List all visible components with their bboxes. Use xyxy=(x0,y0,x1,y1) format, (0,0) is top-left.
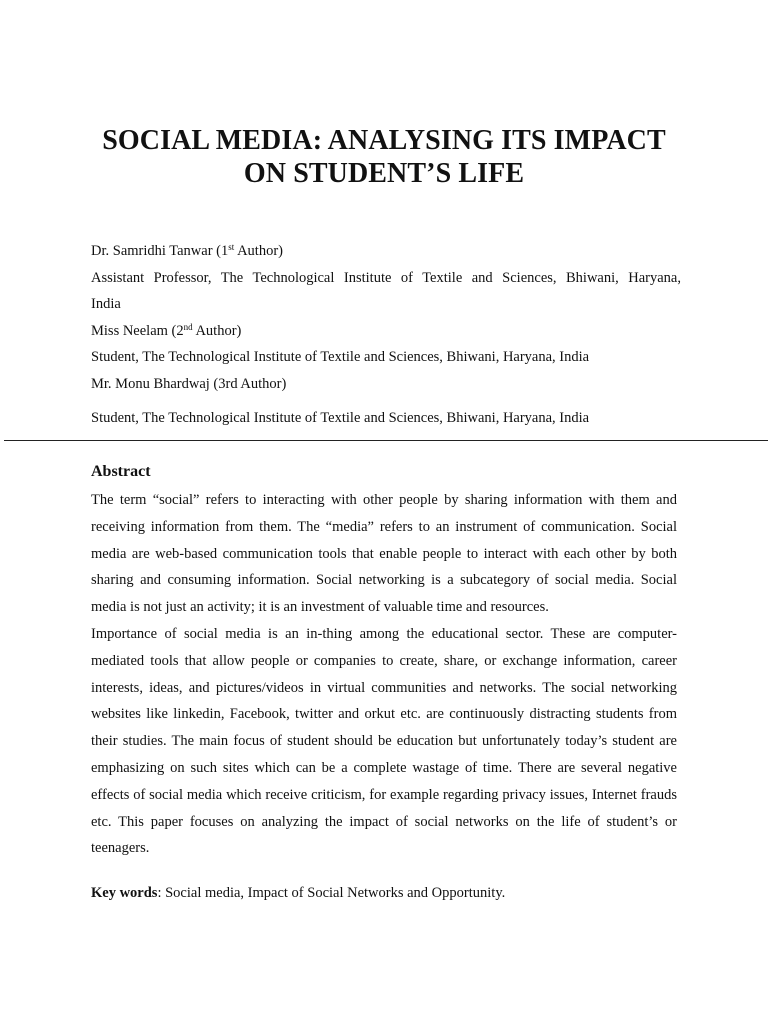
paper-title-line-2: ON STUDENT’S LIFE xyxy=(243,158,525,189)
author-1-name xyxy=(91,238,681,265)
paper-title xyxy=(0,124,768,190)
keywords-label: Key words xyxy=(91,885,158,901)
section-divider xyxy=(4,440,768,441)
paper-title-line-1: SOCIAL MEDIA: ANALYSING ITS IMPACT xyxy=(102,125,666,156)
author-1-affiliation-line-1: Assistant Professor, The Technological Institute of Textile and Sciences, Bhiwani, Haryana, xyxy=(91,269,681,286)
author-2-affiliation: Student, The Technological Institute of Textile and Sciences, Bhiwani, Haryana, India xyxy=(91,349,590,365)
author-3-affiliation: Student, The Technological Institute of Textile and Sciences, Bhiwani, Haryana, India xyxy=(91,410,590,426)
author-2-role: Author) xyxy=(192,322,242,339)
author-3-name: Mr. Monu Bhardwaj (3rd Author) xyxy=(91,375,287,392)
abstract-heading: Abstract xyxy=(91,463,151,480)
author-1-affiliation-line-2: India xyxy=(91,296,121,312)
keywords xyxy=(91,880,677,906)
keywords-text: : Social media, Impact of Social Networks and Opportunity. xyxy=(157,885,506,901)
author-1-ordinal: st xyxy=(228,242,235,252)
author-2-name-text: Miss Neelam (2 xyxy=(91,322,184,339)
abstract-paragraph-1: The term “social” refers to interacting with other people by sharing information with them and receiving information from them. The “media” refers to an instrument of communication. Social media are web-based communication tools that enable people to interact with each other by both sharing and consuming information. Social networking is a subcategory of social media. Social media is not just an activity; it is an investment of valuable time and resources. xyxy=(91,492,677,616)
author-1-role: Author) xyxy=(234,243,283,259)
author-block xyxy=(91,238,681,432)
abstract-paragraph-2: Importance of social media is an in-thing among the educational sector. These are computer-mediated tools that allow people or companies to create, share, or exchange information, career interests, ideas, and pictures/videos in virtual communities and networks. The social networking websites like linkedin, Facebook, twitter and orkut etc. are continuously distracting students from their studies. The main focus of student should be education but unfortunately today’s student are emphasizing on such sites which can be a complete wastage of time. There are several negative effects of social media which receive criticism, for example regarding privacy issues, Internet frauds etc. This paper focuses on analyzing the impact of social networks on the life of student’s or teenagers. xyxy=(91,625,677,857)
author-2-ordinal: nd xyxy=(183,321,193,332)
abstract-body xyxy=(91,487,677,862)
author-1-name-text: Dr. Samridhi Tanwar (1 xyxy=(91,243,229,259)
author-2-name xyxy=(91,318,681,345)
